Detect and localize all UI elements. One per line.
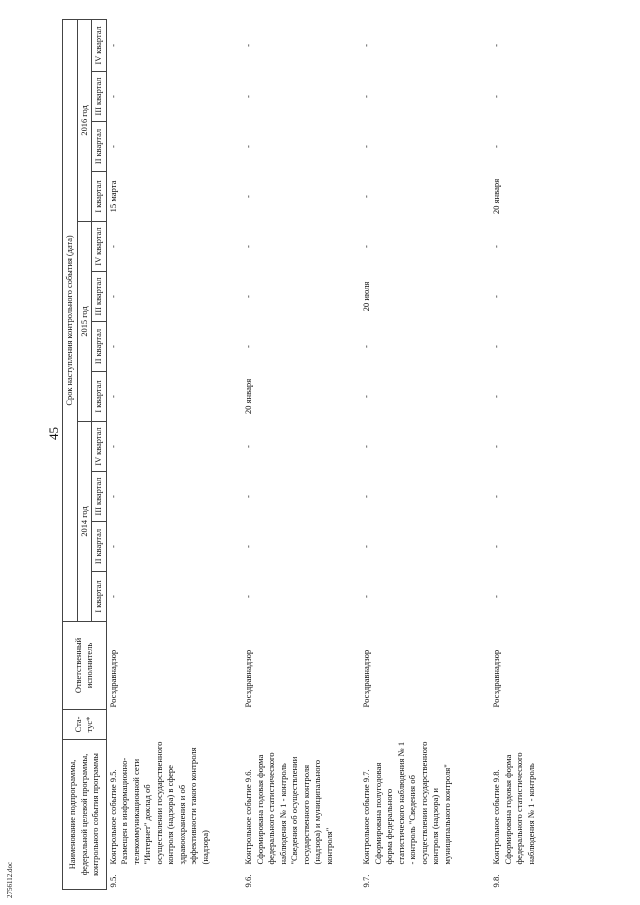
header-executor: Ответственный исполнитель: [63, 622, 107, 710]
row-cell: 20 июля: [361, 281, 371, 312]
row-cell: -: [107, 43, 118, 47]
row-cell: -: [243, 345, 253, 348]
row-cell: -: [361, 195, 371, 198]
header-status: Ста-тус*: [63, 710, 107, 740]
row-status: [490, 710, 560, 740]
row-event-name: Контрольное событие 9.7. Сформирована полугодовая форма федерального статистического наблюдения № 1 - контроль "Сведения об осуществлении государственного контроля (надзора) и муниципального контроля": [361, 741, 452, 865]
row-cell: -: [243, 195, 253, 198]
header-quarter: IV квартал: [92, 19, 107, 71]
row-cell: -: [491, 495, 501, 498]
row-cell: -: [107, 495, 118, 498]
row-cell: -: [107, 145, 118, 148]
row-cell: -: [107, 245, 118, 248]
header-quarter: I квартал: [92, 372, 107, 422]
row-cell: -: [361, 595, 371, 598]
row-cell: -: [243, 595, 253, 598]
table-row: [490, 19, 560, 889]
page-number: 45: [46, 427, 61, 440]
row-cell: -: [361, 43, 371, 47]
row-number: 9.5.: [107, 874, 118, 888]
header-quarter: IV квартал: [92, 422, 107, 472]
row-cell: -: [243, 43, 253, 47]
row-cell: -: [491, 595, 501, 598]
table-row: [360, 19, 490, 889]
row-cell: 20 января: [243, 378, 253, 415]
header-year-2015: 2015 год: [77, 222, 92, 422]
table-row: [106, 19, 242, 889]
row-cell: -: [107, 545, 118, 548]
row-cell: -: [491, 545, 501, 548]
row-number: 9.8.: [491, 874, 501, 888]
row-cell: -: [107, 445, 118, 448]
row-cell: -: [361, 545, 371, 548]
row-cell: -: [243, 95, 253, 98]
header-quarter: IV квартал: [92, 222, 107, 272]
row-cell: -: [491, 345, 501, 348]
row-cell: -: [491, 445, 501, 448]
row-cell: -: [361, 95, 371, 98]
row-cell: -: [107, 345, 118, 348]
row-cell: -: [107, 595, 118, 598]
document-footer: 2756112.doc: [6, 861, 14, 898]
row-executor: Росздравнадзор: [491, 649, 501, 708]
row-cell: -: [361, 245, 371, 248]
row-cell: -: [243, 245, 253, 248]
header-quarter: I квартал: [92, 572, 107, 622]
row-cell: -: [361, 445, 371, 448]
header-quarter: II квартал: [92, 322, 107, 372]
row-executor: Росздравнадзор: [361, 649, 371, 708]
row-cell: -: [243, 445, 253, 448]
row-number: 9.7.: [361, 874, 371, 888]
header-deadline: Срок наступления контрольного события (дата): [63, 19, 78, 621]
row-cell: -: [107, 395, 118, 398]
row-event-name: Контрольное событие 9.6. Сформирована годовая форма федерального статистического наблюдения № 1 - контроль "Сведения об осуществлении государственного контроля (надзора) и муниципального контроля": [243, 752, 334, 865]
rotated-page-content: [62, 20, 612, 890]
row-cell: -: [243, 545, 253, 548]
header-quarter: III квартал: [92, 472, 107, 522]
row-cell: -: [491, 145, 501, 148]
row-cell: -: [361, 495, 371, 498]
header-quarter: III квартал: [92, 272, 107, 322]
header-quarter: II квартал: [92, 122, 107, 172]
row-cell: -: [361, 345, 371, 348]
table-row: [242, 19, 360, 889]
row-status: [242, 710, 360, 740]
header-name: Наименование подпрограммы, федеральной целевой программы, контрольного события программы: [63, 740, 107, 890]
header-year-2014: 2014 год: [77, 422, 92, 622]
row-cell: -: [361, 395, 371, 398]
row-cell: 15 марта: [107, 180, 118, 213]
row-cell: -: [361, 145, 371, 148]
row-cell: -: [491, 295, 501, 298]
row-cell: -: [243, 295, 253, 298]
header-quarter: II квартал: [92, 522, 107, 572]
header-year-2016: 2016 год: [77, 19, 92, 221]
row-cell: -: [491, 245, 501, 248]
row-cell: 20 января: [491, 178, 501, 215]
row-executor: Росздравнадзор: [243, 649, 253, 708]
row-cell: -: [107, 295, 118, 298]
header-quarter: I квартал: [92, 172, 107, 222]
row-cell: -: [491, 395, 501, 398]
row-executor: Росздравнадзор: [107, 649, 118, 708]
row-number: 9.6.: [243, 874, 253, 888]
header-row-1: [63, 19, 78, 889]
row-cell: -: [491, 43, 501, 47]
header-quarter: III квартал: [92, 72, 107, 122]
control-events-table: [62, 19, 560, 890]
row-status: [360, 710, 490, 740]
row-event-name: Контрольное событие 9.8. Сформирована годовая форма федерального статистического наблюдения № 1 - контроль: [491, 752, 536, 865]
row-cell: -: [243, 145, 253, 148]
row-cell: -: [491, 95, 501, 98]
row-status: [106, 710, 242, 740]
row-cell: -: [243, 495, 253, 498]
row-event-name: Контрольное событие 9.5. Размещен в информационно-телекоммуникационной сети "Интернет" доклад об осуществлении государственного контроля (надзора) в сфере здравоохранения и об эффективности такого контроля (надзора): [107, 741, 210, 865]
row-cell: -: [107, 95, 118, 98]
